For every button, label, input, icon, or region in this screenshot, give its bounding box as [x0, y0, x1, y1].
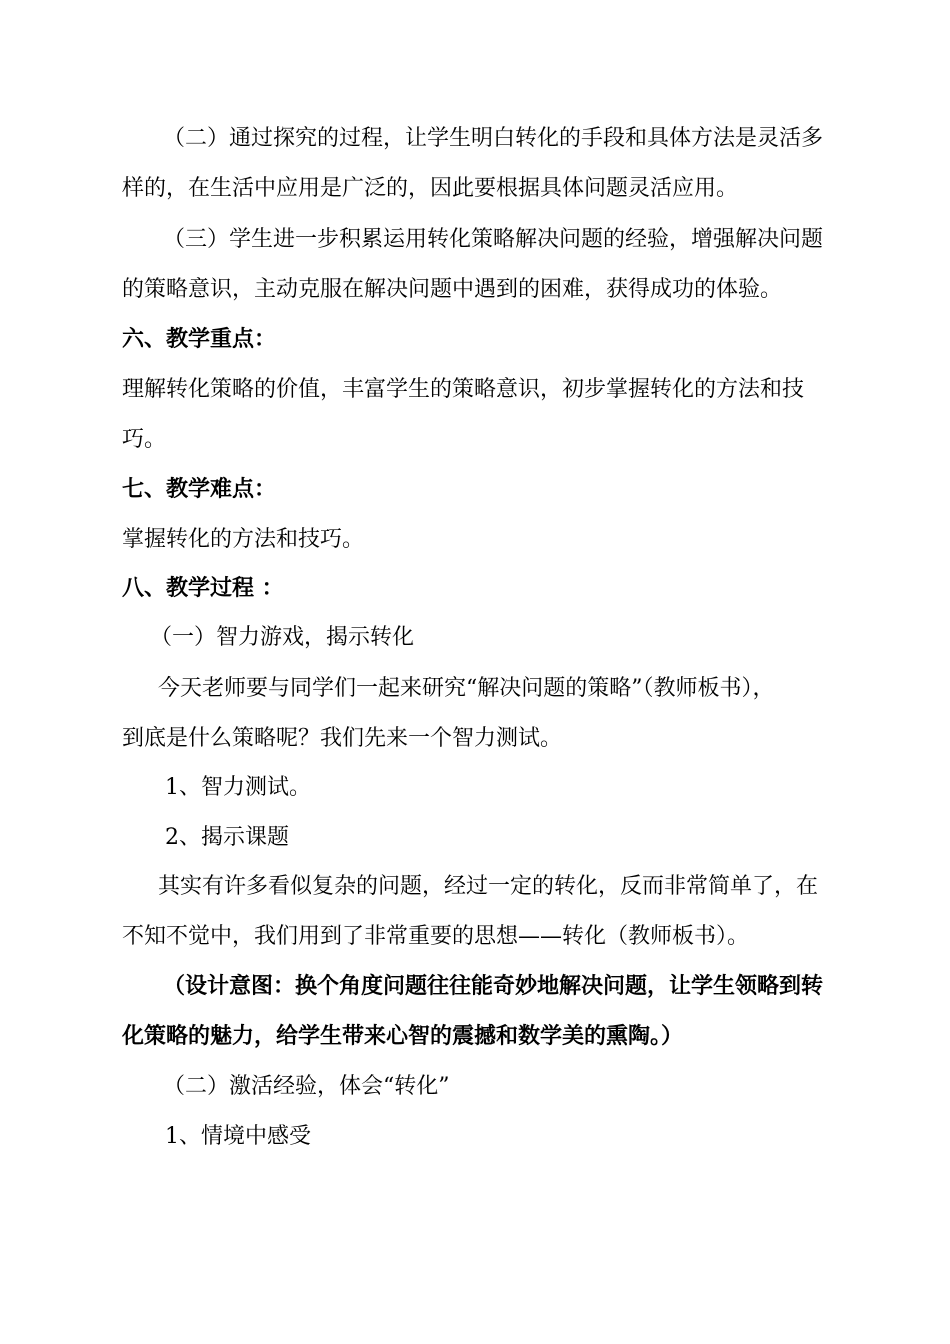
heading-teaching-difficulty: 七、教学难点： [122, 477, 277, 502]
section-2-title: （二）激活经验，体会“转化” [163, 1074, 450, 1099]
section-1-title: （一）智力游戏，揭示转化 [150, 625, 415, 650]
transform-line-2: 不知不觉中，我们用到了非常重要的思想——转化（教师板书）。 [122, 924, 750, 949]
step-1-situational-feeling: 1、情境中感受 [165, 1124, 311, 1149]
step-1-intelligence-test: 1、智力测试。 [165, 775, 311, 800]
design-intent-line-2: 化策略的魅力，给学生带来心智的震撼和数学美的熏陶。） [122, 1024, 684, 1049]
teaching-difficulty-text: 掌握转化的方法和技巧。 [122, 527, 365, 552]
heading-teaching-process: 八、教学过程 ： [122, 576, 284, 601]
heading-teaching-focus: 六、教学重点： [122, 327, 277, 352]
intro-line-2: 到底是什么策略呢？我们先来一个智力测试。 [122, 726, 563, 751]
step-2-reveal-topic: 2、揭示课题 [165, 825, 289, 850]
design-intent-line-1: （设计意图：换个角度问题往往能奇妙地解决问题，让学生领略到转 [163, 974, 824, 999]
objective-2-line-1: （二）通过探究的过程，让学生明白转化的手段和具体方法是灵活多 [163, 126, 824, 151]
objective-3-line-2: 的策略意识，主动克服在解决问题中遇到的困难，获得成功的体验。 [122, 277, 783, 302]
teaching-focus-line-1: 理解转化策略的价值，丰富学生的策略意识，初步掌握转化的方法和技 [122, 377, 805, 402]
objective-3-line-1: （三）学生进一步积累运用转化策略解决问题的经验，增强解决问题 [163, 227, 824, 252]
transform-line-1: 其实有许多看似复杂的问题，经过一定的转化，反而非常简单了，在 [158, 874, 819, 899]
objective-2-line-2: 样的，在生活中应用是广泛的，因此要根据具体问题灵活应用。 [122, 176, 739, 201]
teaching-focus-line-2: 巧。 [122, 427, 167, 452]
intro-line-1: 今天老师要与同学们一起来研究“解决问题的策略”（教师板书）， [158, 676, 775, 701]
